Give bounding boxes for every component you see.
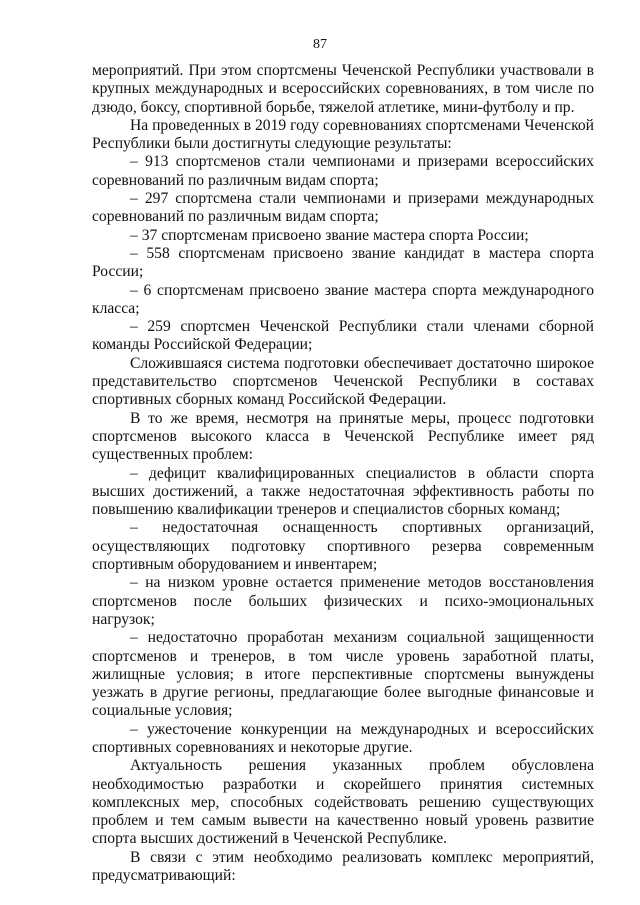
paragraph-representation: Сложившаяся система подготовки обеспечивает достаточно широкое представительство спортсменов Чеченской Республики в составах спортивных сборных команд Российской Федерации.: [92, 354, 594, 409]
paragraph-problems-intro: В то же время, несмотря на принятые меры, процесс подготовки спортсменов высокого класса в Чеченской Республике имеет ряд существенных проблем:: [92, 409, 594, 464]
list-item-masters-of-sport: – 37 спортсменам присвоено звание мастера спорта России;: [130, 226, 529, 244]
list-item-competition: – ужесточение конкуренции на международных и всероссийских спортивных соревнованиях и некоторые другие.: [92, 720, 594, 756]
list-item-international-masters: – 6 спортсменам присвоено звание мастера спорта международного класса;: [92, 281, 594, 317]
list-item-specialist-deficit: – дефицит квалифицированных специалистов в области спорта высших достижений, а также недостаточная эффективность работы по повышению квалификации тренеров и специалистов сборных команд;: [92, 464, 594, 519]
list-item-social-protection: – недостаточно проработан механизм социальной защищенности спортсменов и тренеров, в том числе уровень заработной платы, жилищные условия; в итоге перспективные спортсмены вынуждены уезжать в другие регионы, предлагающие более выгодные финансовые и социальные условия;: [92, 629, 594, 720]
paragraph-relevance: Актуальность решения указанных проблем обусловлена необходимостью разработки и скорейшего принятия системных комплексных мер, способных содействовать решению существующих проблем и тем самым вывести на качественно новый уровень развитие спорта высших достижений в Чеченской Республике.: [92, 757, 594, 848]
paragraph-results-intro: На проведенных в 2019 году соревнованиях спортсменами Чеченской Республики были достигнуты следующие результаты:: [92, 116, 595, 153]
list-item-recovery-methods: – на низком уровне остается применение методов восстановления спортсменов после больших физических и психо-эмоциональных нагрузок;: [92, 574, 594, 628]
paragraph-measures-intro: В связи с этим необходимо реализовать комплекс мероприятий, предусматривающий:: [92, 848, 594, 885]
list-item-candidate-masters: – 558 спортсменам присвоено звание кандидат в мастера спорта России;: [92, 244, 594, 281]
list-item-all-russian-winners: – 913 спортсменов стали чемпионами и призерами всероссийских соревнований по различным видам спорта;: [92, 153, 594, 189]
list-item-international-winners: – 297 спортсмена стали чемпионами и призерами международных соревнований по различным видам спорта;: [92, 190, 594, 226]
list-item-national-team-members: – 259 спортсмен Чеченской Республики стали членами сборной команды Российской Федерации;: [92, 318, 594, 354]
body-text: [92, 62, 594, 885]
page-number: 87: [313, 37, 327, 52]
list-item-equipment-shortage: – недостаточная оснащенность спортивных организаций, осуществляющих подготовку спортивного резерва современным спортивным оборудованием и инвентарем;: [92, 519, 594, 574]
paragraph-continuation: мероприятий. При этом спортсмены Чеченской Республики участвовали в крупных международных и всероссийских соревнованиях, в том числе по дзюдо, боксу, спортивной борьбе, тяжелой атлетике, мини-футболу и пр.: [92, 62, 594, 116]
